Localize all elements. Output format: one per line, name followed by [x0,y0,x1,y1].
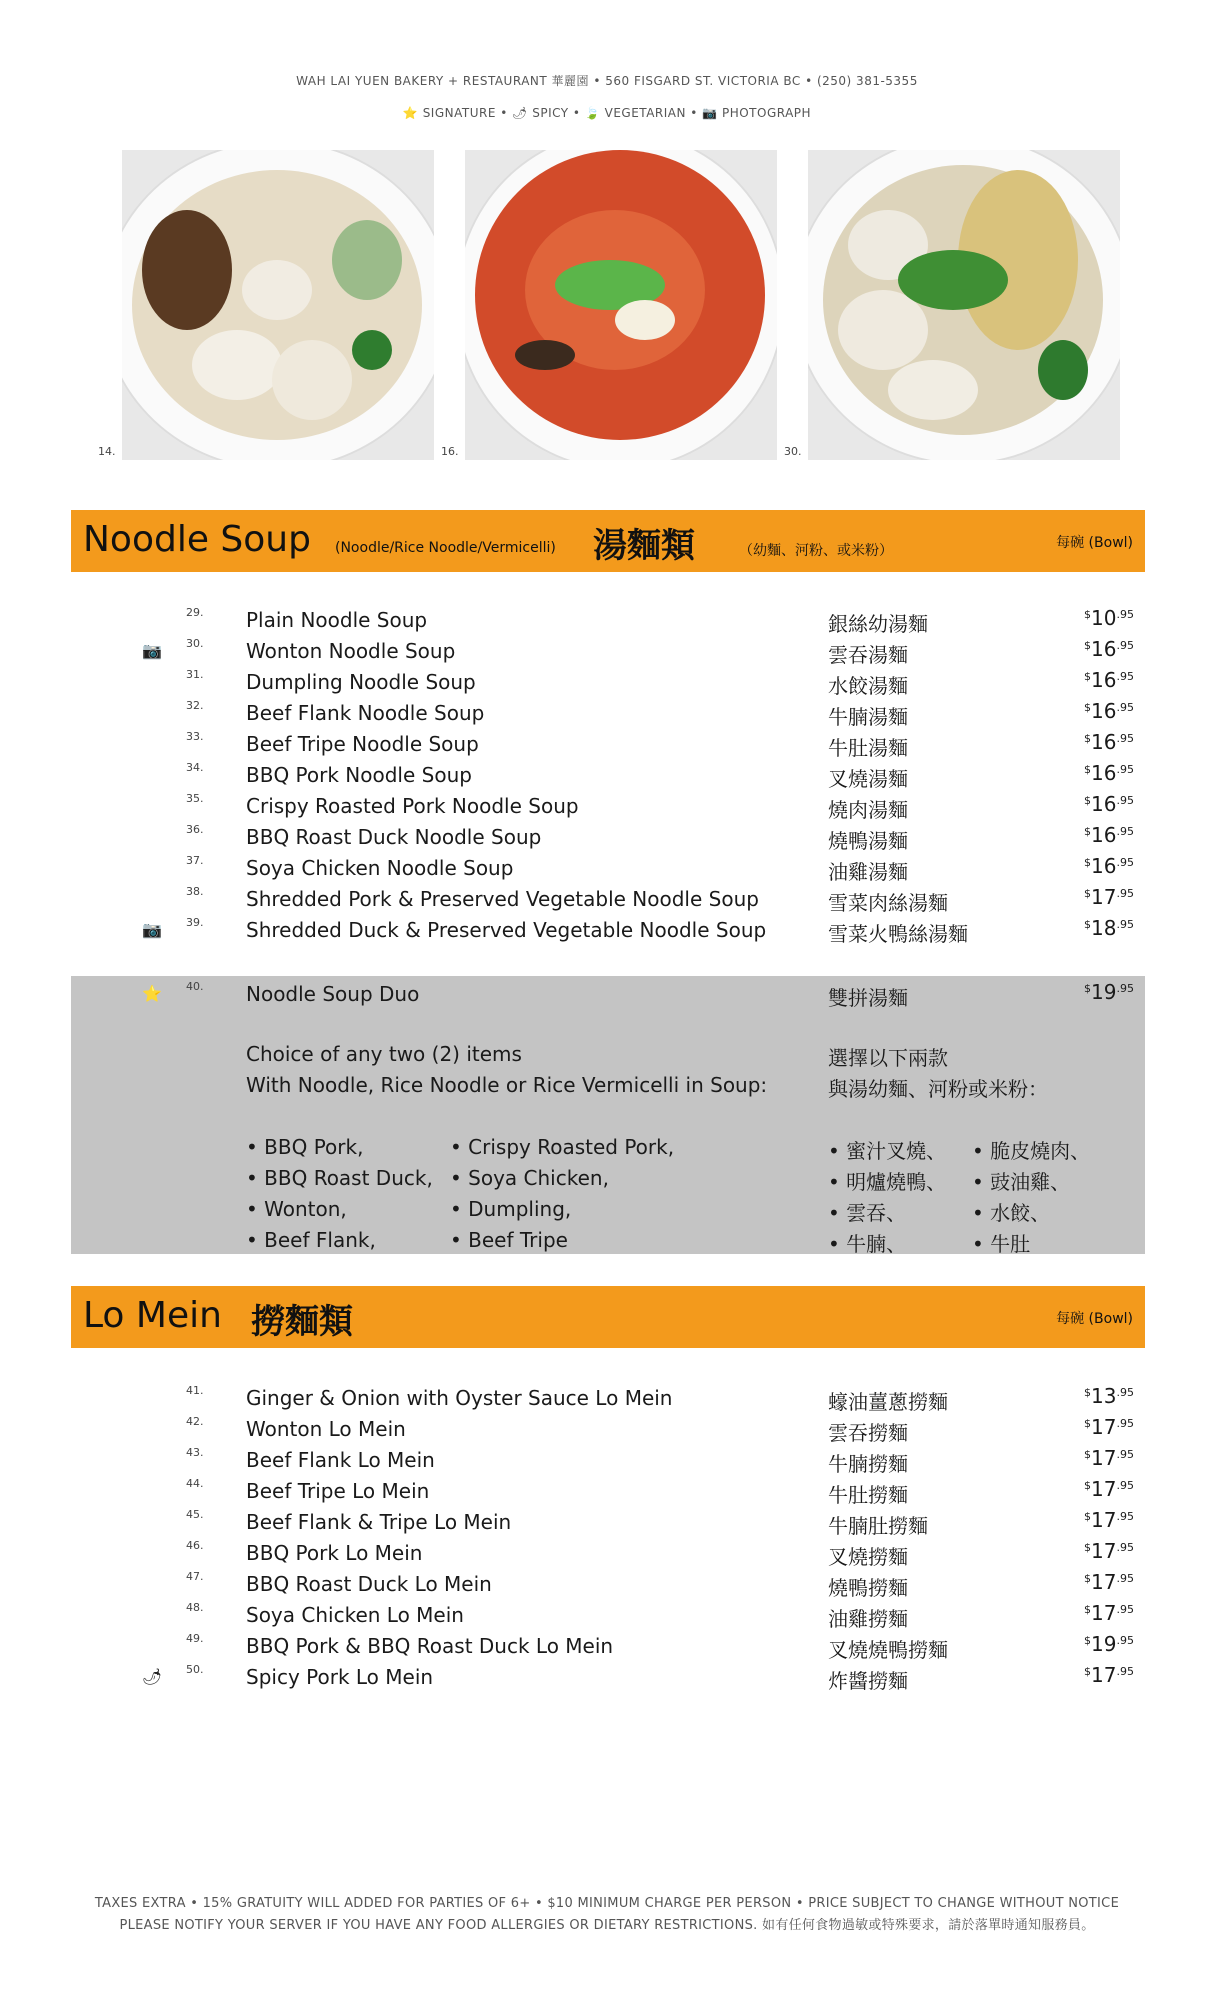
item-name: Spicy Pork Lo Mein [246,1665,434,1689]
item-name-cn: 燒鴨撈麵 [828,1576,908,1600]
item-number: 30. [186,637,204,650]
item-number: 35. [186,792,204,805]
price-cents: .95 [1116,825,1134,838]
price-dollars: 17 [1091,1570,1117,1594]
price-cents: .95 [1116,670,1134,683]
item-name: BBQ Pork & BBQ Roast Duck Lo Mein [246,1634,614,1658]
menu-item [0,730,1214,761]
price-cents: .95 [1116,918,1134,931]
item-number: 50. [186,1663,204,1676]
price-cents: .95 [1116,608,1134,621]
item-name-cn: 燒鴨湯麵 [828,829,908,853]
item-number: 46. [186,1539,204,1552]
price-cents: .95 [1116,1541,1134,1554]
photo-number: 30. [784,445,802,458]
item-number: 36. [186,823,204,836]
menu-item [0,761,1214,792]
item-name: Soya Chicken Noodle Soup [246,856,514,880]
menu-item [0,1601,1214,1632]
duo-option: • Beef Flank, [246,1228,376,1252]
duo-desc-2-cn: 與湯幼麵、河粉或米粉： [828,1077,1048,1101]
price-dollars: 16 [1091,730,1117,754]
item-price: $^{\$}17^{.95}$ [1084,1663,1134,1687]
item-number: 48. [186,1601,204,1614]
duo-option: • Beef Tripe [450,1228,568,1252]
price-cents: .95 [1116,982,1134,995]
legend-spicy-label: SPICY • [532,106,581,120]
item-name: Ginger & Onion with Oyster Sauce Lo Mein [246,1386,673,1410]
item-icon: 🌶 [142,1667,163,1686]
photo-wonton-noodle [784,150,1120,460]
section-title-cn: 湯麵類 [593,526,695,566]
footer-notice: TAXES EXTRA • 15% GRATUITY WILL ADDED FOR PARTIES OF 6+ • $10 MINIMUM CHARGE PER PERSON • PRICE SUBJECT TO CHANGE WITHOUT NOTICE [94,1896,1120,1911]
price-cents: .95 [1116,1665,1134,1678]
unit-label: 每碗 (Bowl) [1056,535,1133,551]
item-price: $^{\$}16^{.95}$ [1084,854,1134,878]
item-name-cn: 牛肚湯麵 [828,736,908,760]
item-price: $^{\$}17^{.95}$ [1084,885,1134,909]
item-number: 32. [186,699,204,712]
item-icon: 📷 [142,641,162,660]
item-number: 49. [186,1632,204,1645]
item-name-cn: 牛腩撈麵 [828,1452,908,1476]
item-number: 47. [186,1570,204,1583]
item-price: $^{\$}18^{.95}$ [1084,916,1134,940]
price-cents: .95 [1116,1603,1134,1616]
item-name-cn: 油雞湯麵 [828,860,908,884]
duo-option: • 牛肚 [972,1232,1031,1256]
item-name-cn: 牛腩肚撈麵 [828,1514,928,1538]
menu-item [0,885,1214,916]
item-name: BBQ Roast Duck Noodle Soup [246,825,542,849]
duo-option: • Crispy Roasted Pork, [450,1135,675,1159]
price-dollars: 17 [1091,1446,1117,1470]
item-name-cn: 雲吞湯麵 [828,643,908,667]
price-dollars: 10 [1091,606,1117,630]
item-name-cn: 水餃湯麵 [828,674,908,698]
section-subtitle: (Noodle/Rice Noodle/Vermicelli) [335,540,556,556]
item-name: Beef Tripe Noodle Soup [246,732,479,756]
item-number: 44. [186,1477,204,1490]
photo-wonton-brisket [98,150,434,460]
item-name: Wonton Lo Mein [246,1417,406,1441]
item-price: $^{\$}17^{.95}$ [1084,1570,1134,1594]
menu-item [0,916,1214,947]
item-name: Crispy Roasted Pork Noodle Soup [246,794,579,818]
item-number: 34. [186,761,204,774]
menu-item [0,668,1214,699]
noodle-soup-banner [71,510,1145,572]
item-price: $^{\$}17^{.95}$ [1084,1446,1134,1470]
item-number: 29. [186,606,204,619]
item-name: Noodle Soup Duo [246,982,420,1006]
duo-option: • 蜜汁叉燒、 [828,1139,947,1163]
price-cents: .95 [1116,856,1134,869]
section-title-cn: 撈麵類 [251,1302,353,1342]
item-name-cn: 油雞撈麵 [828,1607,908,1631]
duo-desc-1: Choice of any two (2) items [246,1042,522,1066]
duo-option: • 脆皮燒肉、 [972,1139,1091,1163]
menu-item [0,1415,1214,1446]
price-dollars: 17 [1091,1601,1117,1625]
section-title: Noodle Soup [83,519,311,560]
item-name-cn: 叉燒撈麵 [828,1545,908,1569]
item-name: Beef Flank Noodle Soup [246,701,485,725]
item-number: 42. [186,1415,204,1428]
item-name-cn: 牛肚撈麵 [828,1483,908,1507]
item-name-cn: 牛腩湯麵 [828,705,908,729]
item-price: $^{\$}16^{.95}$ [1084,668,1134,692]
price-dollars: 17 [1091,1415,1117,1439]
item-name: Plain Noodle Soup [246,608,428,632]
price-cents: .95 [1116,1634,1134,1647]
item-number: 31. [186,668,204,681]
item-price: $^{\$}16^{.95}$ [1084,761,1134,785]
duo-desc-2: With Noodle, Rice Noodle or Rice Vermicelli in Soup: [246,1073,768,1097]
item-name-cn: 蠔油薑蔥撈麵 [828,1390,948,1414]
item-price: $^{\$}16^{.95}$ [1084,792,1134,816]
item-number: 37. [186,854,204,867]
menu-item [0,854,1214,885]
menu-item [0,699,1214,730]
item-name-cn: 叉燒湯麵 [828,767,908,791]
item-name: BBQ Pork Lo Mein [246,1541,423,1565]
photo-hot-sour-soup [441,150,777,460]
photo-strip [0,150,1214,470]
price-dollars: 16 [1091,668,1117,692]
duo-option: • Wonton, [246,1197,347,1221]
price-cents: .95 [1116,732,1134,745]
item-name: Beef Flank & Tripe Lo Mein [246,1510,512,1534]
item-price: $^{\$}10^{.95}$ [1084,606,1134,630]
item-price: $^{\$}17^{.95}$ [1084,1601,1134,1625]
menu-item [0,980,1214,1011]
item-name: BBQ Roast Duck Lo Mein [246,1572,492,1596]
price-dollars: 16 [1091,854,1117,878]
price-dollars: 19 [1091,1632,1117,1656]
unit-label: 每碗 (Bowl) [1056,1311,1133,1327]
photo-number: 16. [441,445,459,458]
price-dollars: 18 [1091,916,1117,940]
duo-option: • 雲吞、 [828,1201,907,1225]
item-name: Dumpling Noodle Soup [246,670,476,694]
price-cents: .95 [1116,794,1134,807]
camera-icon: 📷 [702,106,718,120]
item-name: Wonton Noodle Soup [246,639,456,663]
price-cents: .95 [1116,1572,1134,1585]
item-name-cn: 炸醬撈麵 [828,1669,908,1693]
duo-option: • BBQ Roast Duck, [246,1166,433,1190]
item-number: 39. [186,916,204,929]
leaf-icon: 🍃 [584,106,601,120]
price-dollars: 17 [1091,1477,1117,1501]
menu-item [0,1632,1214,1663]
soup-photo [122,150,434,460]
price-dollars: 17 [1091,885,1117,909]
item-name-cn: 叉燒燒鴨撈麵 [828,1638,948,1662]
duo-option: • Soya Chicken, [450,1166,609,1190]
item-price: $^{\$}17^{.95}$ [1084,1508,1134,1532]
item-name: Shredded Duck & Preserved Vegetable Noodle Soup [246,918,767,942]
menu-item [0,1508,1214,1539]
duo-option: • Dumpling, [450,1197,572,1221]
menu-item [0,606,1214,637]
price-dollars: 16 [1091,761,1117,785]
menu-item [0,1446,1214,1477]
item-name-cn: 雲吞撈麵 [828,1421,908,1445]
duo-option: • 牛腩、 [828,1232,907,1256]
price-cents: .95 [1116,763,1134,776]
price-cents: .95 [1116,701,1134,714]
price-dollars: 19 [1091,980,1117,1004]
item-price: $^{\$}16^{.95}$ [1084,699,1134,723]
price-dollars: 17 [1091,1539,1117,1563]
price-cents: .95 [1116,1479,1134,1492]
item-name: Beef Tripe Lo Mein [246,1479,430,1503]
legend-signature-label: SIGNATURE • [422,106,508,120]
chili-icon: 🌶 [512,106,528,120]
item-price: $^{\$}17^{.95}$ [1084,1415,1134,1439]
price-dollars: 16 [1091,792,1117,816]
menu-item [0,637,1214,668]
item-price: $^{\$}19^{.95}$ [1084,980,1134,1004]
section-subtitle-cn: （幼麵、河粉、或米粉） [739,543,893,559]
item-price: $^{\$}16^{.95}$ [1084,637,1134,661]
legend-vegetarian-label: VEGETARIAN • [604,106,698,120]
item-number: 33. [186,730,204,743]
item-price: $^{\$}19^{.95}$ [1084,1632,1134,1656]
icon-legend [0,106,1214,120]
item-number: 40. [186,980,204,993]
menu-item [0,1539,1214,1570]
item-name-cn: 雙拼湯麵 [828,986,908,1010]
item-name-cn: 燒肉湯麵 [828,798,908,822]
photo-number: 14. [98,445,116,458]
menu-item [0,792,1214,823]
item-number: 43. [186,1446,204,1459]
duo-desc-1-cn: 選擇以下兩款 [828,1046,948,1070]
item-number: 41. [186,1384,204,1397]
item-name-cn: 銀絲幼湯麵 [828,612,928,636]
item-number: 38. [186,885,204,898]
item-price: $^{\$}16^{.95}$ [1084,823,1134,847]
menu-item [0,1570,1214,1601]
star-icon: ⭐ [142,984,162,1003]
price-cents: .95 [1116,1510,1134,1523]
menu-item [0,1663,1214,1694]
price-dollars: 13 [1091,1384,1117,1408]
item-number: 45. [186,1508,204,1521]
menu-item [0,1477,1214,1508]
item-name-cn: 雪菜肉絲湯麵 [828,891,948,915]
price-cents: .95 [1116,1386,1134,1399]
item-name: Soya Chicken Lo Mein [246,1603,464,1627]
footer-allergy-notice: PLEASE NOTIFY YOUR SERVER IF YOU HAVE ANY FOOD ALLERGIES OR DIETARY RESTRICTIONS. 如有任何食物過敏或特殊要求，請於落單時通知服務員。 [119,1918,1095,1933]
soup-photo [808,150,1120,460]
item-price: $^{\$}16^{.95}$ [1084,730,1134,754]
price-cents: .95 [1116,1417,1134,1430]
section-title: Lo Mein [83,1295,222,1336]
item-price: $^{\$}17^{.95}$ [1084,1539,1134,1563]
price-cents: .95 [1116,1448,1134,1461]
duo-option: • 水餃、 [972,1201,1051,1225]
item-name: Beef Flank Lo Mein [246,1448,435,1472]
duo-option: • BBQ Pork, [246,1135,364,1159]
legend-photograph-label: PHOTOGRAPH [721,106,812,120]
item-name-cn: 雪菜火鴨絲湯麵 [828,922,968,946]
price-dollars: 16 [1091,699,1117,723]
restaurant-info: WAH LAI YUEN BAKERY + RESTAURANT 華麗園 • 560 FISGARD ST. VICTORIA BC • (250) 381-5355 [296,74,918,88]
price-dollars: 16 [1091,637,1117,661]
price-cents: .95 [1116,887,1134,900]
lo-mein-banner [71,1286,1145,1348]
soup-photo [465,150,777,460]
item-name: BBQ Pork Noodle Soup [246,763,472,787]
item-price: $^{\$}17^{.95}$ [1084,1477,1134,1501]
menu-item [0,1384,1214,1415]
price-cents: .95 [1116,639,1134,652]
star-icon: ⭐ [402,106,419,120]
duo-option: • 明爐燒鴨、 [828,1170,947,1194]
price-dollars: 17 [1091,1663,1117,1687]
item-name: Shredded Pork & Preserved Vegetable Noodle Soup [246,887,759,911]
menu-item [0,823,1214,854]
item-price: $^{\$}13^{.95}$ [1084,1384,1134,1408]
duo-option: • 豉油雞、 [972,1170,1071,1194]
price-dollars: 16 [1091,823,1117,847]
item-icon: 📷 [142,920,162,939]
price-dollars: 17 [1091,1508,1117,1532]
